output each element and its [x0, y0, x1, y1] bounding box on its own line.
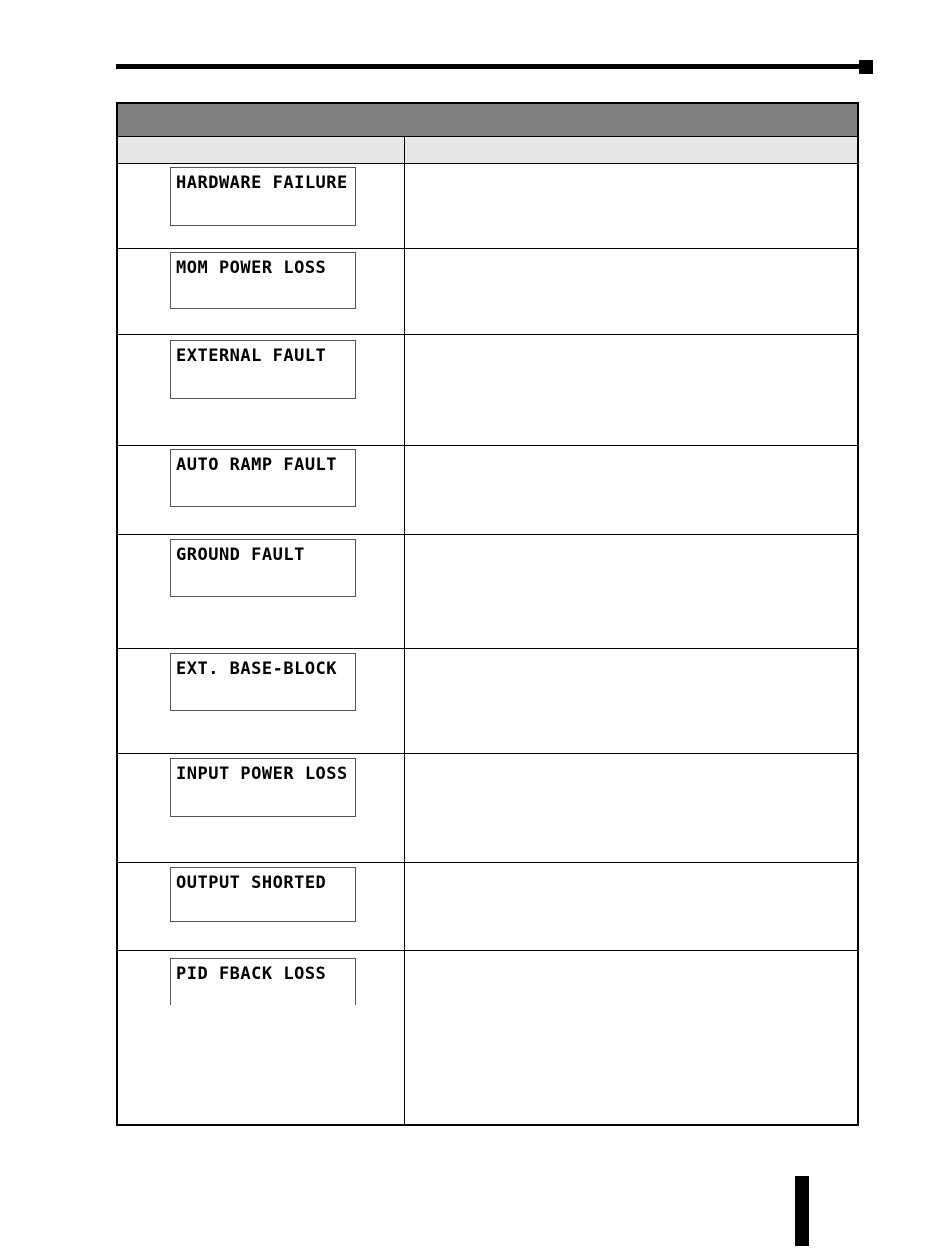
row-divider — [118, 534, 857, 535]
lcd-display-input-power-loss — [170, 758, 356, 817]
row-divider — [118, 753, 857, 754]
lcd-text: EXT. BASE-BLOCK — [176, 659, 338, 679]
top-rule — [116, 64, 861, 69]
table-title-band — [118, 104, 857, 137]
row-divider — [118, 648, 857, 649]
lcd-text: MOM POWER LOSS — [176, 258, 327, 278]
lcd-display-external-fault — [170, 340, 356, 399]
row-divider — [118, 950, 857, 951]
column-divider — [404, 137, 405, 1124]
lcd-display-auto-ramp-fault — [170, 449, 356, 507]
lcd-display-ext-base-block — [170, 653, 356, 711]
lcd-text: INPUT POWER LOSS — [176, 764, 348, 784]
lcd-display-hardware-failure — [170, 167, 356, 226]
lcd-text: OUTPUT SHORTED — [176, 873, 327, 893]
fault-display-table — [116, 102, 859, 1126]
section-thumb-tab — [795, 1176, 809, 1246]
row-divider — [118, 862, 857, 863]
lcd-text: AUTO RAMP FAULT — [176, 455, 338, 475]
lcd-display-output-shorted — [170, 867, 356, 922]
lcd-text: EXTERNAL FAULT — [176, 346, 327, 366]
table-header-band — [118, 137, 857, 164]
lcd-display-mom-power-loss — [170, 252, 356, 309]
row-divider — [118, 334, 857, 335]
top-rule-end-marker — [859, 60, 873, 74]
row-divider — [118, 248, 857, 249]
lcd-display-pid-fback-loss — [170, 958, 356, 1005]
lcd-text: HARDWARE FAILURE — [176, 173, 348, 193]
lcd-text: PID FBACK LOSS — [176, 964, 327, 984]
lcd-display-ground-fault — [170, 539, 356, 597]
lcd-text: GROUND FAULT — [176, 545, 305, 565]
row-divider — [118, 445, 857, 446]
